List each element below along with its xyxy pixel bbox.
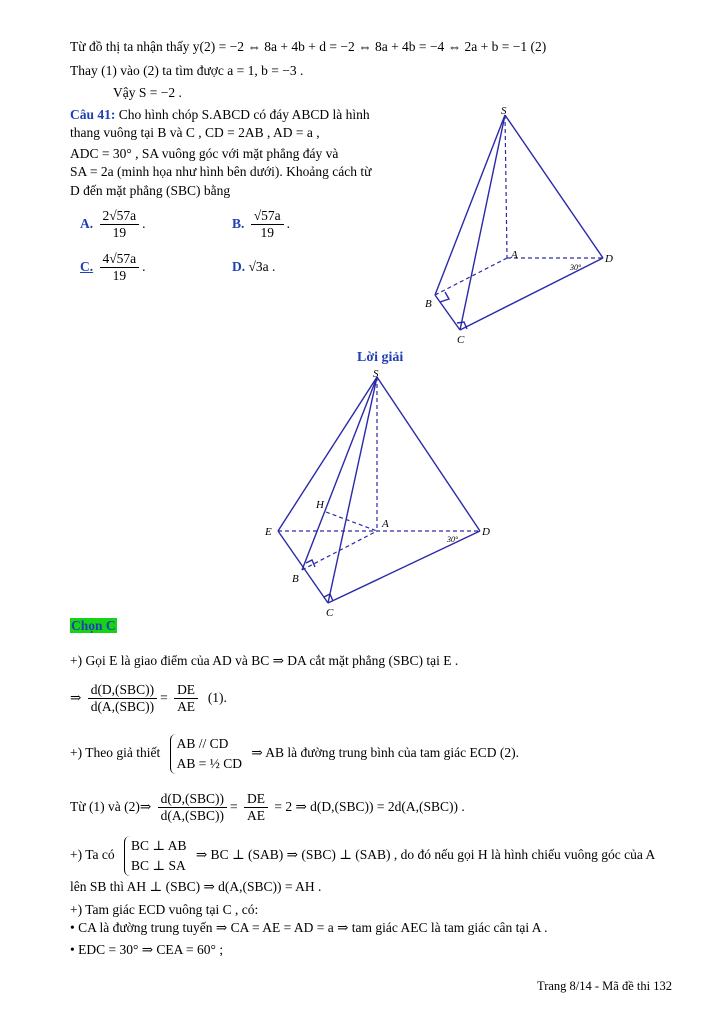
s5-b2: BC ⊥ SA	[131, 857, 186, 873]
option-d	[232, 258, 275, 276]
option-a-den: 19	[112, 225, 127, 241]
fig2-angle: 30°	[447, 535, 459, 544]
s2-rhs-den: AE	[177, 699, 196, 715]
option-d-text: √3a .	[248, 259, 276, 274]
fig1-label-d: D	[605, 253, 613, 265]
solution-step-3	[70, 726, 519, 780]
answer-text: Chọn C	[71, 618, 116, 633]
option-d-label: D.	[232, 259, 246, 274]
fig2-label-a: A	[382, 518, 389, 530]
option-b: B. $\frac{√57a}{19}$ .	[232, 208, 291, 241]
s2-num: d(D,(SBC))	[88, 682, 157, 699]
s4-rhs-den: AE	[246, 808, 265, 824]
line-2: Thay (1) vào (2) ta tìm được a = 1, b = −3 .	[70, 63, 304, 78]
option-b-label: B.	[232, 216, 245, 231]
solution-step-9: • EDC = 30° ⇒ CEA = 60° ;	[70, 942, 224, 957]
s2-den: d(A,(SBC))	[90, 699, 155, 715]
option-c: C. $\frac{4√57a}{19}$ .	[80, 251, 146, 284]
option-b-den: 19	[260, 225, 274, 241]
s2-rhs-num: DE	[174, 682, 198, 699]
fig1-label-b: B	[425, 298, 432, 310]
pyramid-figure-2	[262, 365, 502, 620]
page-footer: Trang 8/14 - Mã đề thi 132	[537, 979, 672, 993]
solution-title: Lời giải	[357, 350, 404, 365]
option-b-num: √57a	[251, 208, 284, 225]
option-a-label: A.	[80, 216, 94, 231]
s5-tail: ⇒ BC ⊥ (SAB) ⇒ (SBC) ⊥ (SAB) , do đó nếu gọi H là hình chiếu vuông góc của A	[195, 847, 656, 862]
s3-b2: AB = ½ CD	[176, 755, 242, 771]
option-a-num: 2√57a	[100, 208, 140, 225]
s2-tail: (1).	[207, 690, 227, 705]
s4-num: d(D,(SBC))	[158, 791, 227, 808]
solution-step-6: lên SB thì AH ⊥ (SBC) ⇒ d(A,(SBC)) = AH .	[70, 879, 322, 894]
fig1-label-c: C	[457, 334, 465, 346]
s4-rhs-num: DE	[244, 791, 268, 808]
option-c-den: 19	[112, 268, 127, 284]
question-line-2: thang vuông tại B và C , CD = 2AB , AD = a ,	[70, 125, 320, 140]
fig1-label-a: A	[511, 249, 518, 261]
question-line-5: D đến mặt phẳng (SBC) bằng	[70, 183, 231, 198]
option-c-num: 4√57a	[100, 251, 140, 268]
option-a: A. $\frac{2√57a}{19}$ .	[80, 208, 146, 241]
question-line-1	[70, 106, 370, 124]
fig1-angle: 30°	[570, 263, 582, 272]
fig2-label-d: D	[482, 526, 490, 538]
s3-tail: ⇒ AB là đường trung bình của tam giác ECD (2).	[251, 745, 519, 760]
line-1: Từ đồ thị ta nhận thấy y(2) = −2 ⇔ 8a + 4b + d = −2 ⇔ 8a + 4b = −4 ⇔ 2a + b = −1 (2)	[70, 39, 547, 54]
fig2-label-c: C	[326, 607, 334, 619]
fig1-label-s: S	[501, 105, 507, 117]
s4-den: d(A,(SBC))	[160, 808, 224, 824]
s4-pre: Từ (1) và (2)⇒	[70, 799, 152, 814]
solution-step-8: • CA là đường trung tuyến ⇒ CA = AE = AD = a ⇒ tam giác AEC là tam giác cân tại A .	[70, 920, 548, 935]
solution-step-4: Từ (1) và (2)⇒ $\frac{\text{d(D,(SBC))}}{\text{d(A,(SBC))}}$ = $\frac{DE}{AE}$ = 2 ⇒ d(D,(SBC)) = 2d(A,(SBC)) .	[70, 791, 465, 824]
s5-pre: +) Ta có	[70, 847, 115, 862]
fig2-label-b: B	[292, 573, 299, 585]
solution-step-2: ⇒ $\frac{\text{d(D,(SBC))}}{\text{d(A,(SBC))}}$ = $\frac{DE}{AE}$ (1).	[70, 682, 227, 715]
pyramid-figure-1	[415, 100, 625, 350]
solution-step-7: +) Tam giác ECD vuông tại C , có:	[70, 902, 259, 917]
s5-b1: BC ⊥ AB	[131, 837, 187, 853]
fig2-label-h: H	[316, 499, 324, 511]
question-text-1: Cho hình chóp S.ABCD có đáy ABCD là hình	[115, 107, 370, 122]
s4-tail: = 2 ⇒ d(D,(SBC)) = 2d(A,(SBC)) .	[274, 799, 465, 814]
question-label: Câu 41:	[70, 107, 116, 122]
fig2-label-e: E	[265, 526, 272, 538]
solution-step-1: +) Gọi E là giao điểm của AD và BC ⇒ DA cắt mặt phẳng (SBC) tại E .	[70, 653, 459, 668]
line-3: Vậy S = −2 .	[113, 85, 182, 100]
solution-step-5	[70, 832, 655, 878]
question-line-3: ADC = 30° , SA vuông góc với mặt phẳng đáy và	[70, 146, 339, 161]
fig2-label-s: S	[373, 368, 379, 380]
question-line-4: SA = 2a (minh họa như hình bên dưới). Khoảng cách từ	[70, 164, 372, 179]
option-c-label: C.	[80, 259, 94, 274]
answer-badge	[70, 617, 117, 635]
s3-pre: +) Theo giả thiết	[70, 745, 161, 760]
s3-b1: AB // CD	[176, 735, 229, 751]
